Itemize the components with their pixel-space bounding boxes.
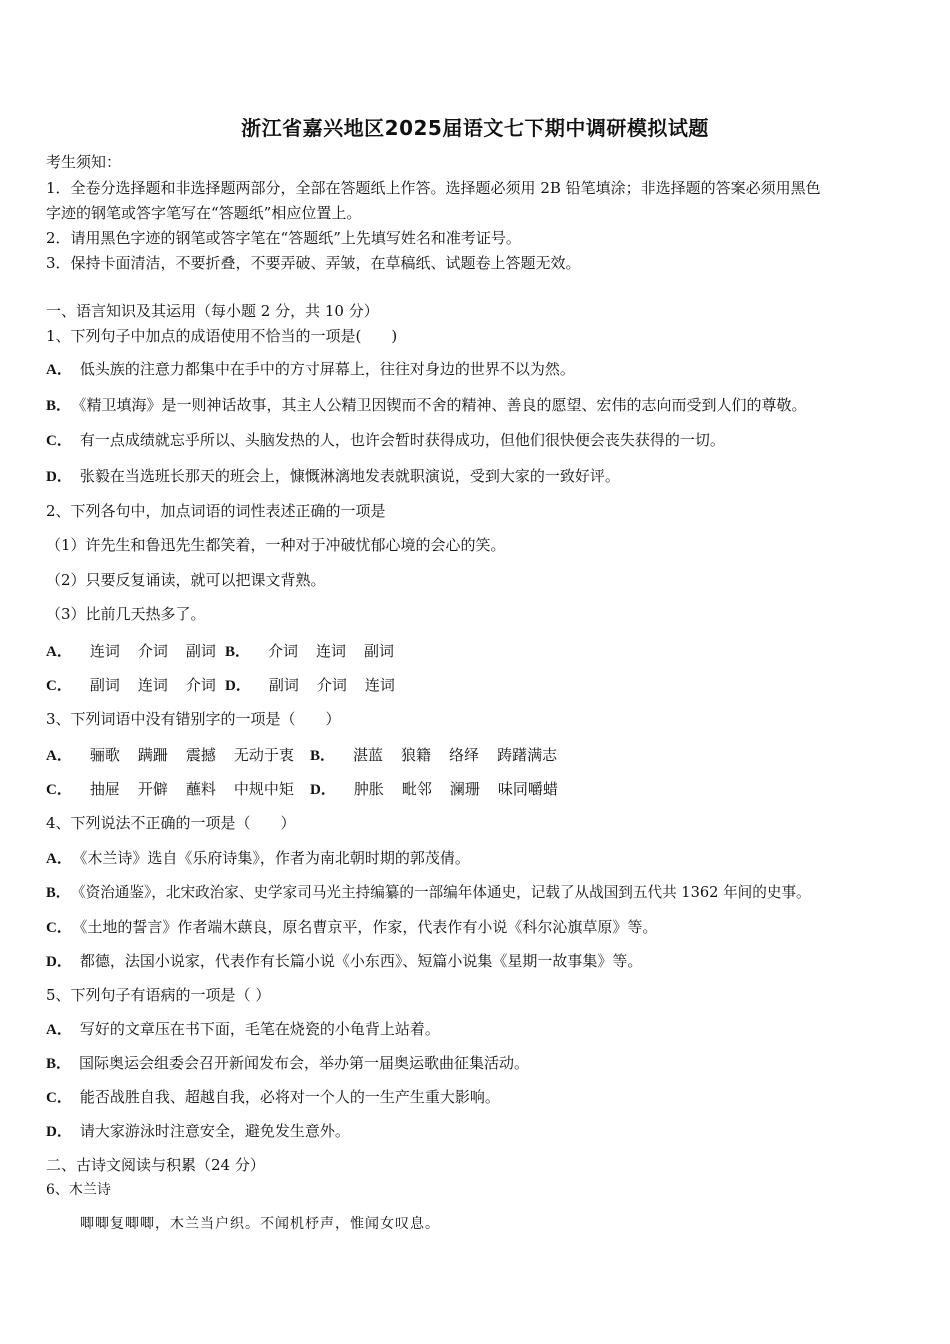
poem-line: 唧唧复唧唧，木兰当户织。不闻机杼声，惟闻女叹息。 — [80, 1216, 440, 1232]
option-cell: 中规中矩 — [233, 780, 294, 798]
q1-option-d — [46, 466, 620, 487]
option-cell: 狼籍 — [401, 746, 432, 764]
option-cell: 连词 — [137, 676, 168, 694]
q3-stem: 3、下列词语中没有错别字的一项是（ ） — [46, 710, 341, 728]
option-cell: 介词 — [316, 676, 347, 694]
q3-option-a — [46, 745, 312, 766]
option-label: C． — [46, 782, 72, 798]
option-text: 写好的文章压在书下面，毛笔在烧瓷的小龟背上站着。 — [79, 1020, 440, 1038]
option-label: A． — [46, 748, 72, 764]
notice-heading: 考生须知： — [46, 153, 122, 171]
option-label: D． — [46, 1124, 72, 1140]
option-cell: 介词 — [185, 676, 216, 694]
q5-stem: 5、下列句子有语病的一项是（ ） — [46, 986, 271, 1004]
option-cell: 副词 — [268, 676, 299, 694]
option-label: C． — [46, 920, 72, 936]
option-label: B． — [46, 885, 71, 901]
notice-item-1b: 字迹的钢笔或答字笔写在“答题纸”相应位置上。 — [46, 204, 362, 222]
option-label: A． — [46, 644, 72, 660]
option-cell: 介词 — [268, 642, 299, 660]
q3-option-b — [310, 745, 575, 766]
q1-stem: 1、下列句子中加点的成语使用不恰当的一项是( ) — [46, 327, 398, 345]
option-label: B． — [225, 644, 251, 660]
q2-option-c — [46, 675, 234, 696]
option-text: 《精卫填海》是一则神话故事，其主人公精卫因锲而不舍的精神、善良的愿望、宏伟的志向而受到人们的尊敬。 — [79, 396, 807, 414]
q2-option-b — [225, 641, 412, 662]
option-text: 《土地的誓言》作者端木蕻良，原名曹京平，作家，代表作有小说《科尔沁旗草原》等。 — [79, 918, 658, 936]
notice-item-1a: 1．全卷分选择题和非选择题两部分，全部在答题纸上作答。选择题必须用 2B 铅笔填涂；非选择题的答案必须用黑色 — [46, 179, 821, 197]
q3-option-c — [46, 779, 312, 800]
option-cell: 澜珊 — [449, 780, 480, 798]
option-cell: 抽屉 — [89, 780, 120, 798]
option-cell: 络绎 — [449, 746, 480, 764]
q2-sentence-1: （1）许先生和鲁迅先生都笑着，一种对于冲破忧郁心境的会心的笑。 — [46, 536, 506, 554]
q4-stem: 4、下列说法不正确的一项是（ ） — [46, 814, 296, 832]
q2-option-a — [46, 641, 234, 662]
option-cell: 连词 — [89, 642, 120, 660]
option-label: D． — [46, 469, 72, 485]
q5-option-a — [46, 1019, 440, 1040]
option-label: B． — [46, 398, 72, 414]
option-label: D． — [310, 782, 336, 798]
q4-option-a — [46, 848, 470, 869]
q4-option-d — [46, 951, 642, 972]
option-text: 能否战胜自我、超越自我，必将对一个人的一生产生重大影响。 — [79, 1088, 500, 1106]
option-cell: 蹒跚 — [137, 746, 168, 764]
option-cell: 副词 — [364, 642, 395, 660]
q2-option-d — [225, 675, 413, 696]
option-cell: 骊歌 — [89, 746, 120, 764]
q2-sentence-2: （2）只要反复诵读，就可以把课文背熟。 — [46, 571, 326, 589]
option-cell: 湛蓝 — [353, 746, 384, 764]
q6-stem: 6、木兰诗 — [46, 1182, 111, 1198]
option-label: B． — [46, 1056, 72, 1072]
option-cell: 震撼 — [185, 746, 216, 764]
option-label: A． — [46, 1022, 72, 1038]
q5-option-d — [46, 1121, 350, 1142]
option-label: A． — [46, 851, 72, 867]
option-cell: 味同嚼蜡 — [497, 780, 558, 798]
q3-option-d — [310, 779, 576, 800]
page-title: 浙江省嘉兴地区2025届语文七下期中调研模拟试题 — [241, 116, 709, 140]
q4-option-c — [46, 917, 657, 938]
option-label: D． — [46, 954, 72, 970]
option-label: C． — [46, 678, 72, 694]
option-cell: 介词 — [137, 642, 168, 660]
q1-option-b — [46, 395, 807, 416]
notice-item-3: 3．保持卡面清洁，不要折叠，不要弄破、弄皱，在草稿纸、试题卷上答题无效。 — [46, 254, 581, 272]
q5-option-b — [46, 1053, 529, 1074]
option-cell: 踌躇满志 — [497, 746, 558, 764]
option-label: C． — [46, 1090, 72, 1106]
q2-sentence-3: （3）比前几天热多了。 — [46, 605, 206, 623]
q1-option-a — [46, 359, 575, 380]
option-cell: 连词 — [364, 676, 395, 694]
option-cell: 蘸料 — [185, 780, 216, 798]
option-label: D． — [225, 678, 251, 694]
option-cell: 连词 — [316, 642, 347, 660]
option-cell: 开僻 — [137, 780, 168, 798]
option-label: A． — [46, 362, 72, 378]
option-text: 有一点成绩就忘乎所以、头脑发热的人，也许会暂时获得成功，但他们很快便会丧失获得的一切。 — [79, 431, 725, 449]
section-2-heading: 二、古诗文阅读与积累（24 分） — [46, 1156, 265, 1174]
option-cell: 毗邻 — [401, 780, 432, 798]
q1-option-c — [46, 430, 725, 451]
option-text: 张毅在当选班长那天的班会上，慷慨淋漓地发表就职演说，受到大家的一致好评。 — [79, 467, 620, 485]
option-label: C． — [46, 433, 72, 449]
option-label: B． — [310, 748, 336, 764]
option-text: 低头族的注意力都集中在手中的方寸屏幕上，往往对身边的世界不以为然。 — [79, 360, 575, 378]
option-text: 请大家游泳时注意安全，避免发生意外。 — [79, 1122, 350, 1140]
notice-item-2: 2．请用黑色字迹的钢笔或答字笔在“答题纸”上先填写姓名和准考证号。 — [46, 229, 521, 247]
option-cell: 无动于衷 — [233, 746, 294, 764]
option-text: 国际奥运会组委会召开新闻发布会，举办第一届奥运歌曲征集活动。 — [79, 1054, 530, 1072]
q5-option-c — [46, 1087, 500, 1108]
option-text: 《木兰诗》选自《乐府诗集》，作者为南北朝时期的郭茂倩。 — [79, 849, 470, 867]
option-cell: 副词 — [89, 676, 120, 694]
q2-stem: 2、下列各句中，加点词语的词性表述正确的一项是 — [46, 502, 386, 520]
section-1-heading: 一、语言知识及其运用（每小题 2 分，共 10 分） — [46, 302, 379, 320]
option-text: 《资治通鉴》，北宋政治家、史学家司马光主持编纂的一部编年体通史，记载了从战国到五代共 1362 年间的史事。 — [78, 884, 811, 901]
option-cell: 副词 — [185, 642, 216, 660]
option-text: 都德，法国小说家，代表作有长篇小说《小东西》、短篇小说集《星期一故事集》等。 — [79, 952, 643, 970]
option-cell: 肿胀 — [353, 780, 384, 798]
q4-option-b — [46, 883, 811, 903]
